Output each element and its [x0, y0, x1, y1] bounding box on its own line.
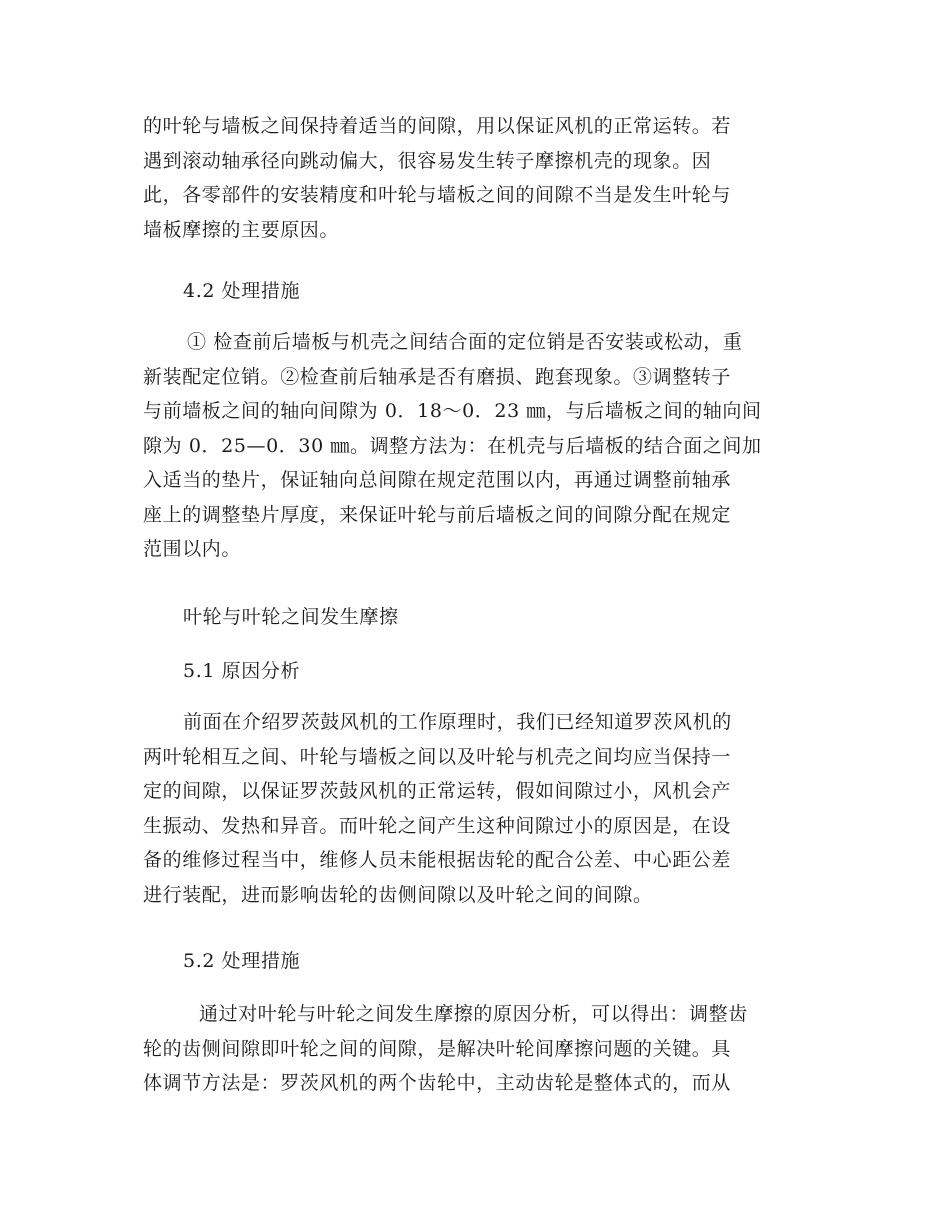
section-heading: 5.2 处理措施	[183, 950, 301, 972]
paragraph-gap-cause-continued	[143, 109, 813, 247]
section-heading: 叶轮与叶轮之间发生摩擦	[183, 606, 399, 628]
heading-4-2	[143, 274, 813, 309]
text-line: 轮的齿侧间隙即叶轮之间的间隙，是解决叶轮间摩擦问题的关键。具	[143, 1037, 732, 1060]
section-heading: 4.2 处理措施	[183, 280, 301, 302]
text-line: 隙为 0．25—0．30 ㎜。调整方法为：在机壳与后墙板的结合面之间加	[143, 434, 762, 457]
text-line: 体调节方法是：罗茨风机的两个齿轮中，主动齿轮是整体式的，而从	[143, 1072, 732, 1094]
paragraph-cause-5-1	[143, 705, 813, 912]
text-line: 进行装配，进而影响齿轮的齿侧间隙以及叶轮之间的间隙。	[143, 883, 653, 906]
text-line: 备的维修过程当中，维修人员未能根据齿轮的配合公差、中心距公差	[143, 849, 732, 871]
text-line: 生振动、发热和异音。而叶轮之间产生这种间隙过小的原因是，在设	[143, 814, 732, 837]
heading-5-2	[143, 944, 813, 979]
text-line: 入适当的垫片，保证轴向总间隙在规定范围以内，再通过调整前轴承	[143, 469, 732, 491]
paragraph-measures-5-2	[143, 997, 813, 1101]
paragraph-measures-4-2	[143, 325, 813, 567]
text-line: 与前墙板之间的轴向间隙为 0．18～0．23 ㎜，与后墙板之间的轴向间	[143, 400, 762, 422]
text-line: 定的间隙，以保证罗茨鼓风机的正常运转，假如间隙过小，风机会产	[143, 780, 732, 802]
text-line: ① 检查前后墙板与机壳之间结合面的定位销是否安装或松动，重	[187, 331, 743, 353]
text-line: 两叶轮相互之间、叶轮与墙板之间以及叶轮与机壳之间均应当保持一	[143, 745, 732, 768]
text-line: 墙板摩擦的主要原因。	[143, 218, 340, 241]
text-line: 此，各零部件的安装精度和叶轮与墙板之间的间隙不当是发生叶轮与	[143, 184, 732, 206]
text-line: 遇到滚动轴承径向跳动偏大，很容易发生转子摩擦机壳的现象。因	[143, 149, 712, 172]
text-line: 的叶轮与墙板之间保持着适当的间隙，用以保证风机的正常运转。若	[143, 115, 732, 137]
text-line: 通过对叶轮与叶轮之间发生摩擦的原因分析，可以得出：调整齿	[199, 1003, 748, 1025]
text-line: 座上的调整垫片厚度，来保证叶轮与前后墙板之间的间隙分配在规定	[143, 503, 732, 526]
text-line: 前面在介绍罗茨鼓风机的工作原理时，我们已经知道罗茨风机的	[183, 711, 732, 733]
text-line: 新装配定位销。②检查前后轴承是否有磨损、跑套现象。③调整转子	[143, 365, 732, 388]
section-heading: 5.1 原因分析	[183, 660, 301, 682]
heading-5	[143, 600, 813, 635]
heading-5-1	[143, 654, 813, 689]
text-line: 范围以内。	[143, 538, 242, 560]
